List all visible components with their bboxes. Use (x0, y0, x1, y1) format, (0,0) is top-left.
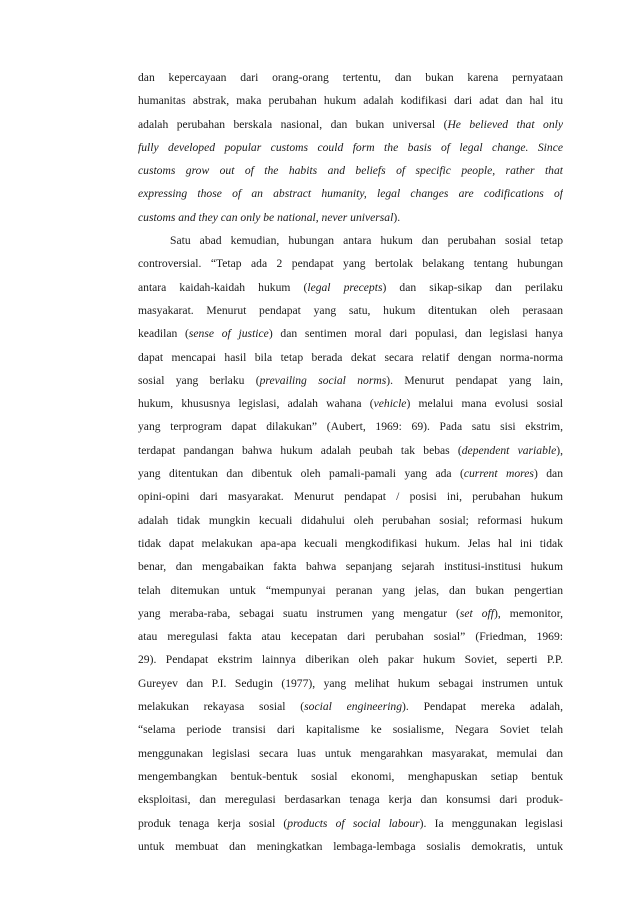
text-line (138, 346, 563, 369)
text-line (138, 532, 563, 555)
text-line (138, 765, 563, 788)
text-segment: antara kaidah-kaidah hukum ( (138, 280, 308, 294)
text-line (138, 439, 563, 462)
text-segment: 29). Pendapat ekstrim lainnya diberikan oleh pakar hukum Soviet, seperti P.P. (138, 653, 563, 667)
text-segment: dapat mencapai hasil bila tetap berada dekat secara relatif dengan norma-norma (138, 350, 563, 364)
text-segment: humanitas abstrak, maka perubahan hukum adalah kodifikasi dari adat dan hal itu (138, 94, 563, 108)
italic-text: social engineering (304, 700, 403, 714)
italic-text: prevailing social norms (259, 373, 387, 387)
text-segment: ) dan (533, 467, 563, 481)
text-line (138, 206, 563, 229)
text-segment: adalah tidak mungkin kecuali didahului oleh perubahan sosial; reformasi hukum (138, 513, 563, 527)
text-line (138, 509, 563, 532)
text-line (138, 322, 563, 345)
text-line (138, 415, 563, 438)
text-segment: ), (556, 443, 563, 457)
italic-text: set off (459, 606, 494, 620)
text-segment: yang meraba-raba, sebagai suatu instrumen yang mengatur ( (138, 606, 460, 620)
text-segment: controversial. “Tetap ada 2 pendapat yang bertolak belakang tentang hubungan (138, 257, 563, 271)
text-line (138, 672, 563, 695)
text-segment: telah ditemukan untuk “mempunyai peranan yang jelas, dan bukan pengertian (138, 583, 563, 597)
text-segment: mengembangkan bentuk-bentuk sosial ekonomi, menghapuskan setiap bentuk (138, 769, 563, 783)
text-segment: “selama periode transisi dari kapitalisme ke sosialisme, Negara Soviet telah (138, 723, 563, 737)
italic-text: expressing those of an abstract humanity, legal changes are codifications of (138, 187, 563, 201)
text-line (138, 369, 563, 392)
text-segment: ) melalui mana evolusi sosial (406, 397, 563, 411)
text-segment: ). (393, 210, 401, 224)
italic-text: vehicle (373, 397, 407, 411)
text-line (138, 182, 563, 205)
text-segment: keadilan ( (138, 327, 189, 341)
italic-text: current mores (463, 467, 534, 481)
text-line (138, 812, 563, 835)
text-segment: dan kepercayaan dari orang-orang tertentu, dan bukan karena pernyataan (138, 71, 563, 84)
text-line (138, 136, 563, 159)
text-line (138, 229, 563, 252)
body-text (138, 66, 563, 858)
italic-text: customs and they can only be national, never universal (138, 210, 394, 224)
text-line (138, 788, 563, 811)
text-line (138, 579, 563, 602)
text-segment: Satu abad kemudian, hubungan antara hukum dan perubahan sosial tetap (170, 234, 563, 248)
text-segment: sosial yang berlaku ( (138, 373, 260, 387)
text-segment: opini-opini dari masyarakat. Menurut pendapat / posisi ini, perubahan hukum (138, 490, 563, 504)
italic-text: customs grow out of the habits and beliefs of specific people, rather that (138, 164, 563, 178)
text-segment: tidak dapat melakukan apa-apa kecuali mengkodifikasi hukum. Jelas hal ini tidak (138, 536, 563, 550)
italic-text: dependent variable (461, 443, 557, 457)
text-line (138, 159, 563, 182)
text-line (138, 742, 563, 765)
text-segment: ). Ia menggunakan legislasi (419, 816, 563, 830)
text-line (138, 89, 563, 112)
text-line (138, 602, 563, 625)
text-line (138, 695, 563, 718)
text-line (138, 66, 563, 89)
text-segment: menggunakan legislasi secara luas untuk mengarahkan masyarakat, memulai dan (138, 746, 563, 760)
text-segment: untuk membuat dan meningkatkan lembaga-lembaga sosialis demokratis, untuk (138, 839, 563, 853)
text-line (138, 625, 563, 648)
text-segment: hukum, khususnya legislasi, adalah wahana ( (138, 397, 374, 411)
text-segment: melakukan rekayasa sosial ( (138, 700, 305, 714)
italic-text: fully developed popular customs could form the basis of legal change. Since (138, 140, 563, 154)
text-segment: adalah perubahan berskala nasional, dan bukan universal ( (138, 117, 448, 131)
text-segment: yang ditentukan dan dibentuk oleh pamali-pamali yang ada ( (138, 467, 464, 481)
text-segment: benar, dan mengabaikan fakta bahwa sepanjang sejarah institusi-institusi hukum (138, 560, 563, 574)
italic-text: He believed that only (447, 117, 563, 131)
text-segment: ). Pendapat mereka adalah, (402, 700, 563, 714)
text-line (138, 835, 563, 858)
text-line (138, 462, 563, 485)
text-segment: Gureyev dan P.I. Sedugin (1977), yang melihat hukum sebagai instrumen untuk (138, 676, 563, 690)
text-line (138, 252, 563, 275)
text-line (138, 299, 563, 322)
text-segment: ), memonitor, (493, 606, 563, 620)
text-segment: terdapat pandangan bahwa hukum adalah peubah tak bebas ( (138, 443, 462, 457)
text-line (138, 113, 563, 136)
text-line (138, 485, 563, 508)
text-line (138, 718, 563, 741)
text-segment: produk tenaga kerja sosial ( (138, 816, 288, 830)
italic-text: legal precepts (307, 280, 383, 294)
text-line (138, 555, 563, 578)
text-segment: eksploitasi, dan meregulasi berdasarkan tenaga kerja dan konsumsi dari produk- (138, 793, 563, 807)
text-segment: ). Menurut pendapat yang lain, (386, 373, 563, 387)
text-segment: yang terprogram dapat dilakukan” (Aubert, 1969: 69). Pada satu sisi ekstrim, (138, 420, 563, 434)
italic-text: products of social labour (287, 816, 420, 830)
text-segment: masyakarat. Menurut pendapat yang satu, hukum ditentukan oleh perasaan (138, 303, 563, 317)
text-line (138, 648, 563, 671)
italic-text: sense of justice (188, 327, 269, 341)
text-segment: ) dan sikap-sikap dan perilaku (382, 280, 563, 294)
text-line (138, 276, 563, 299)
text-line (138, 392, 563, 415)
text-segment: ) dan sentimen moral dari populasi, dan legislasi hanya (268, 327, 563, 341)
text-segment: atau meregulasi fakta atau kecepatan dari perubahan sosial” (Friedman, 1969: (138, 630, 563, 644)
